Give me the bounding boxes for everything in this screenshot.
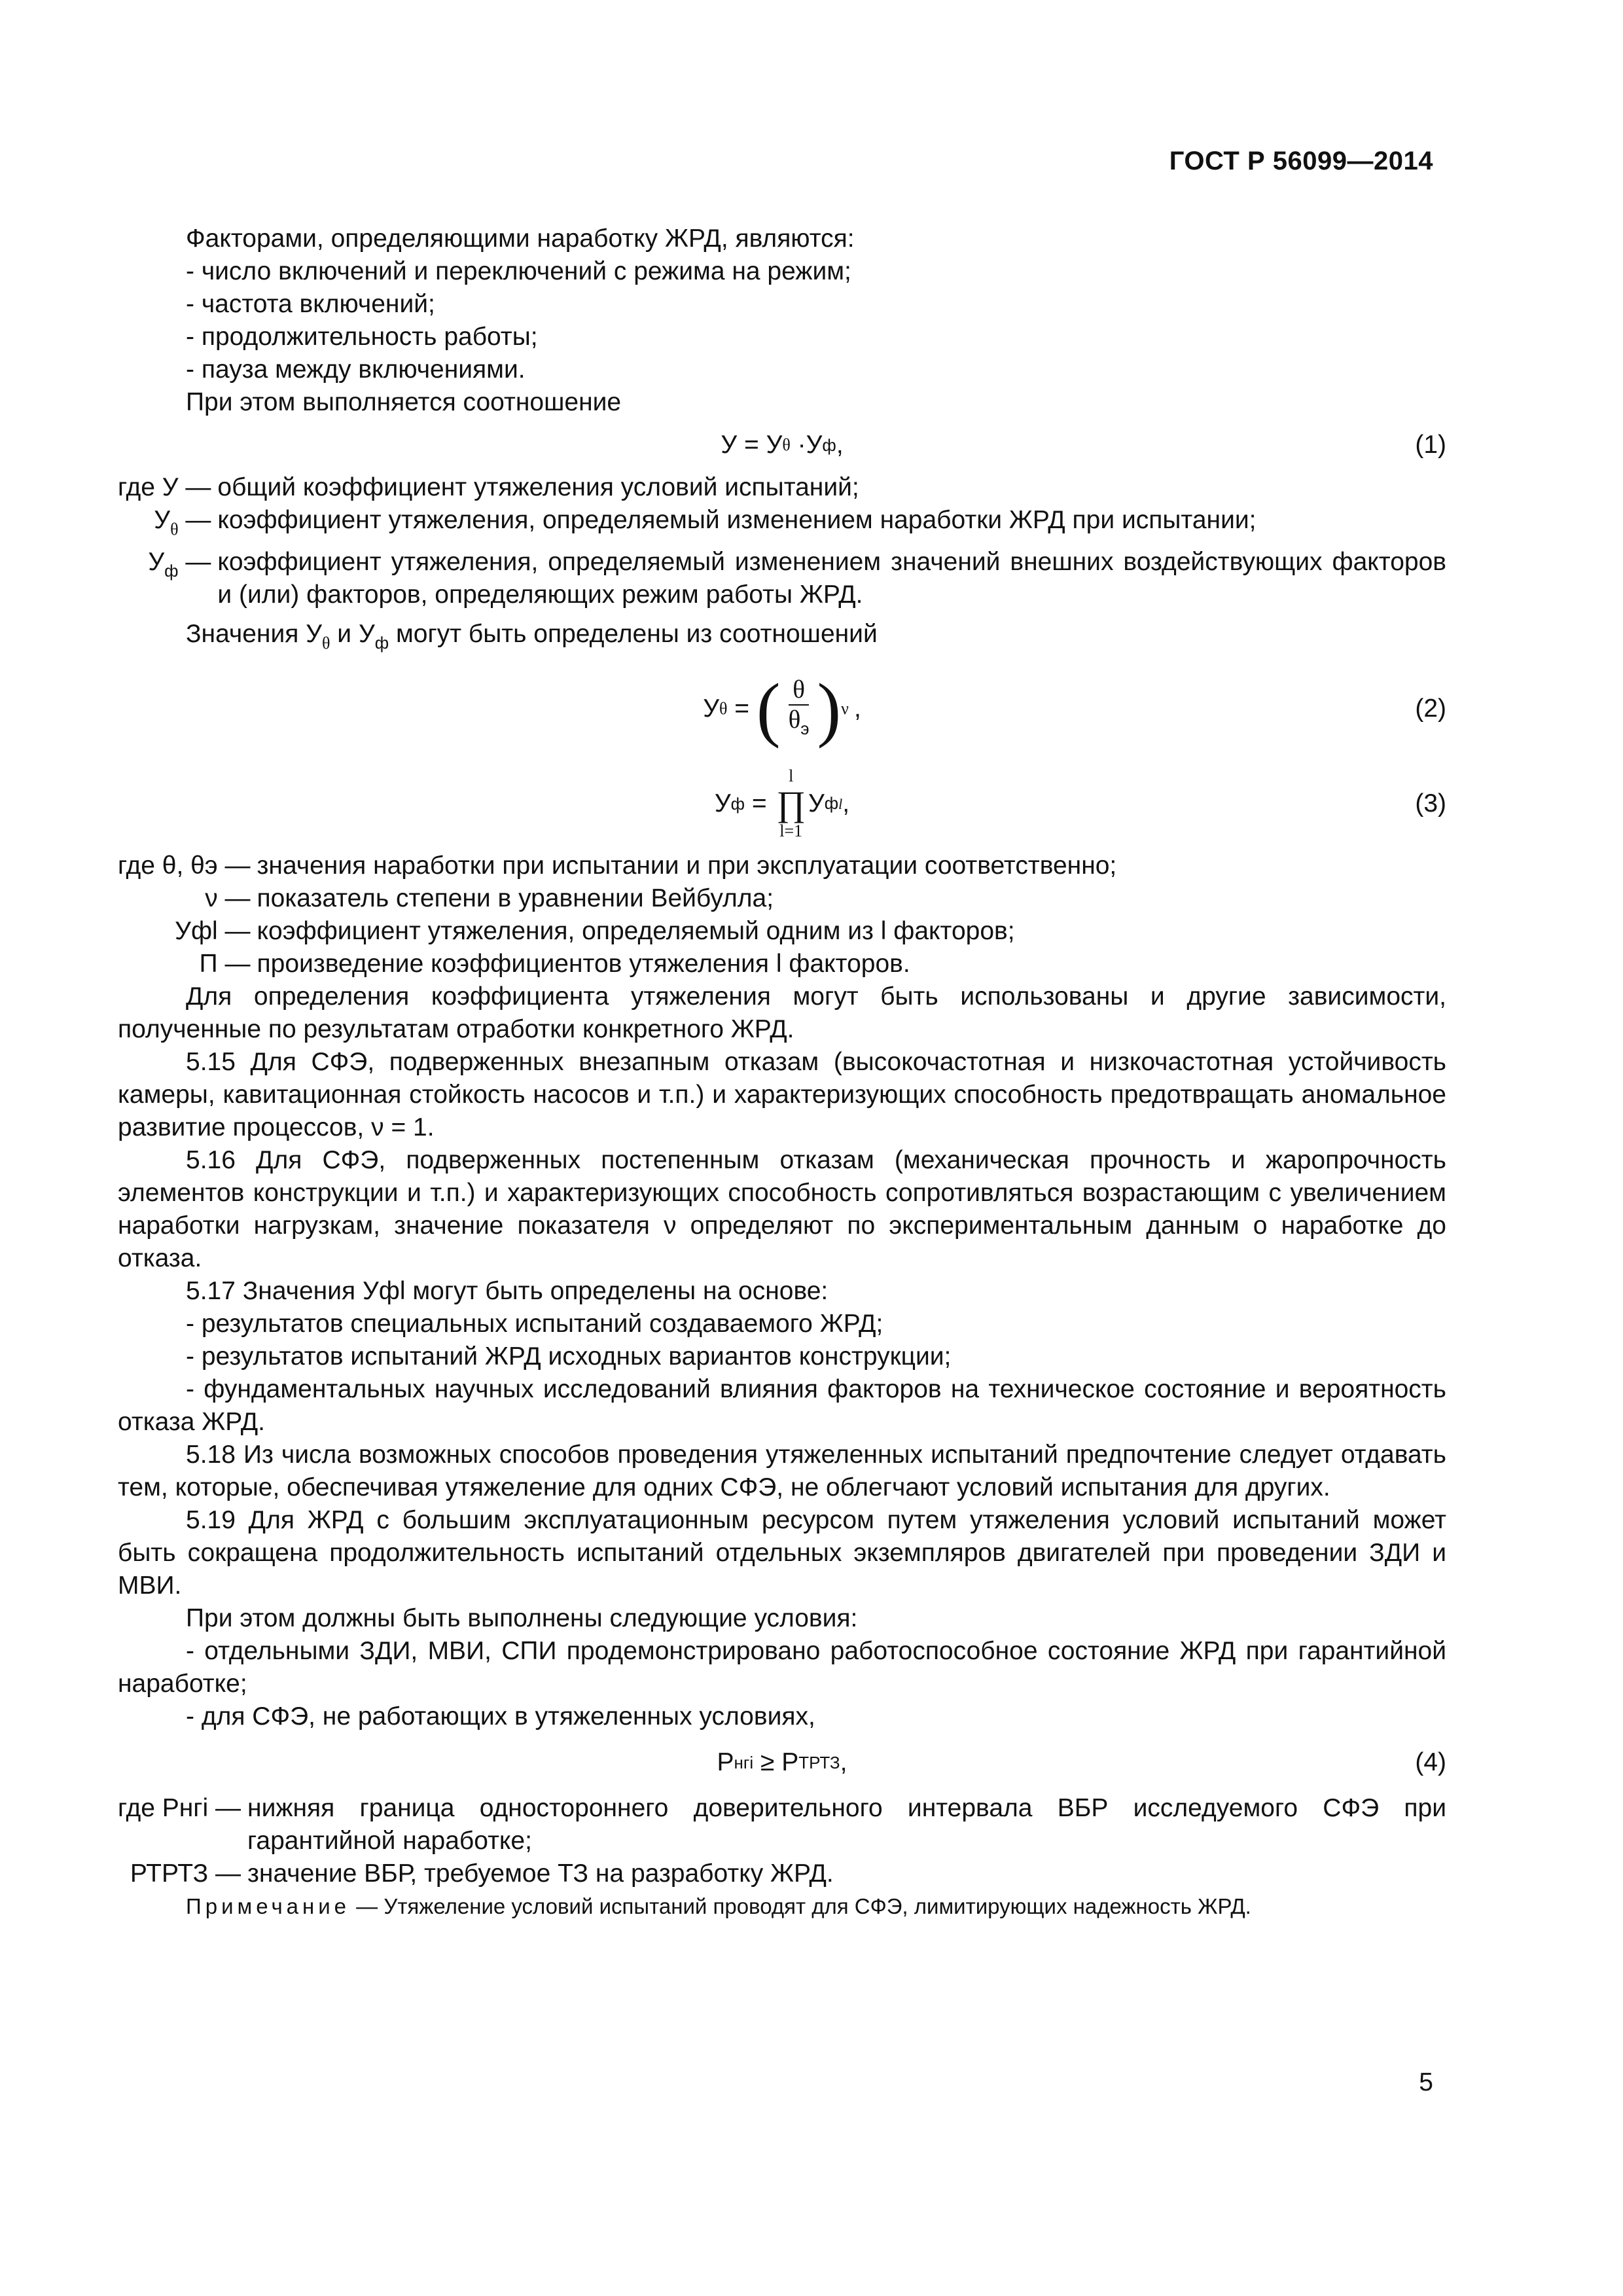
definition-row: где θ, θэ — значения наработки при испытании и при эксплуатации соответственно; <box>118 852 1117 880</box>
list-item: - пауза между включениями. <box>186 355 526 384</box>
intro-lead: Факторами, определяющими наработку ЖРД, являются: <box>186 224 855 253</box>
definition-row: $У_\theta$ — коэффициент утяжеления, определяемый изменением наработки ЖРД при испытании; <box>154 506 1257 539</box>
definition-row: где Рнгi — нижняя граница одностороннего доверительного интервала ВБР исследуемого СФЭ при гарантийной наработке; <box>118 1794 1446 1855</box>
note <box>118 1890 1446 1923</box>
equation-number: (4) <box>1415 1748 1446 1776</box>
list-item: - результатов испытаний ЖРД исходных вариантов конструкции; <box>186 1342 952 1371</box>
list-item: - продолжительность работы; <box>186 323 538 351</box>
definitions-2 <box>118 850 1116 980</box>
paragraph-5-16: 5.16 Для СФЭ, подверженных постепенным отказам (механическая прочность и жаропрочность элементов конструкции и т.п.) и характеризующих способность сопротивляться возрастающим с увеличением наработки нагрузкам, значение показателя ν определяют по экспериментальным данным о наработке до отказа. <box>118 1146 1446 1272</box>
list-item: - число включений и переключений с режима на режим; <box>186 257 851 285</box>
note-label: Примечание <box>186 1894 351 1918</box>
equation-number: (2) <box>1415 694 1446 723</box>
definition-row: ν — показатель степени в уравнении Вейбулла; <box>205 884 774 912</box>
paragraph-5-15: 5.15 Для СФЭ, подверженных внезапным отказам (высокочастотная и низкочастотная устойчивость камеры, кавитационная стойкость насосов и т.п.) и характеризующих способность предотвращать аномальное развитие процессов, ν = 1. <box>118 1048 1446 1141</box>
note-text: — Утяжеление условий испытаний проводят для СФЭ, лимитирующих надежность ЖРД. <box>350 1894 1251 1918</box>
definition-row: $У_ф$ — коэффициент утяжеления, определяемый изменением значений внешних воздействующих факторов и (или) факторов, определяющих режим работы ЖРД. <box>148 548 1446 609</box>
formula-3: У ф = l ∏ l=1 У фl , (3) <box>714 766 1446 840</box>
relation-text: При этом выполняется соотношение <box>186 388 622 416</box>
definition-row: где У — общий коэффициент утяжеления условий испытаний; <box>118 473 859 501</box>
definition-row: РТРТЗ — значение ВБР, требуемое ТЗ на разработку ЖРД. <box>130 1859 834 1888</box>
definition-row: Π — произведение коэффициентов утяжеления l факторов. <box>199 950 910 978</box>
document-code: ГОСТ Р 56099—2014 <box>1169 147 1433 175</box>
equation-number: (1) <box>1415 431 1446 459</box>
paragraph-5-19: 5.19 Для ЖРД с большим эксплуатационным ресурсом путем утяжеления условий испытаний может быть сокращена продолжительность испытаний отдельных экземпляров двигателей при проведении ЗДИ и МВИ. <box>118 1506 1446 1600</box>
definition-row: Уфl — коэффициент утяжеления, определяемый одним из l факторов; <box>175 917 1015 945</box>
values-sentence: Значения $У_\theta$ и $У_ф$ могут быть определены из соотношений <box>186 620 878 653</box>
document-body <box>118 223 1446 1923</box>
definitions-3 <box>118 1792 1446 1890</box>
list-item: - частота включений; <box>186 290 435 318</box>
paragraph-5-18: 5.18 Из числа возможных способов проведения утяжеленных испытаний предпочтение следует отдавать тем, которые, обеспечивая утяжеление для одних СФЭ, не облегчают условий испытания для других. <box>118 1441 1446 1501</box>
paragraph-5-17: 5.17 Значения Уфl могут быть определены на основе: <box>186 1277 829 1305</box>
list-item: - для СФЭ, не работающих в утяжеленных условиях, <box>186 1702 815 1731</box>
formula-4: Р нгi ≥ Р ТРТЗ , (4) <box>118 1733 1446 1792</box>
list-item: - отдельными ЗДИ, МВИ, СПИ продемонстрировано работоспособное состояние ЖРД при гарантийной наработке; <box>118 1637 1446 1698</box>
equation-number: (3) <box>1415 789 1446 817</box>
page-number: 5 <box>1419 2068 1433 2096</box>
paragraph: Для определения коэффициента утяжеления могут быть использованы и другие зависимости, полученные по результатам отработки конкретного ЖРД. <box>118 982 1446 1043</box>
list-item: - фундаментальных научных исследований влияния факторов на техническое состояние и вероятность отказа ЖРД. <box>118 1375 1446 1436</box>
formula-2: У θ = ( $\frac{\theta}{\theta_э}$ ) ν , (2) <box>703 669 1446 749</box>
list-item: - результатов специальных испытаний создаваемого ЖРД; <box>186 1310 883 1338</box>
conditions-lead: При этом должны быть выполнены следующие условия: <box>186 1604 858 1632</box>
formula-1: У = У θ · У ф , (1) <box>118 419 1446 471</box>
definitions-1 <box>118 471 1446 611</box>
